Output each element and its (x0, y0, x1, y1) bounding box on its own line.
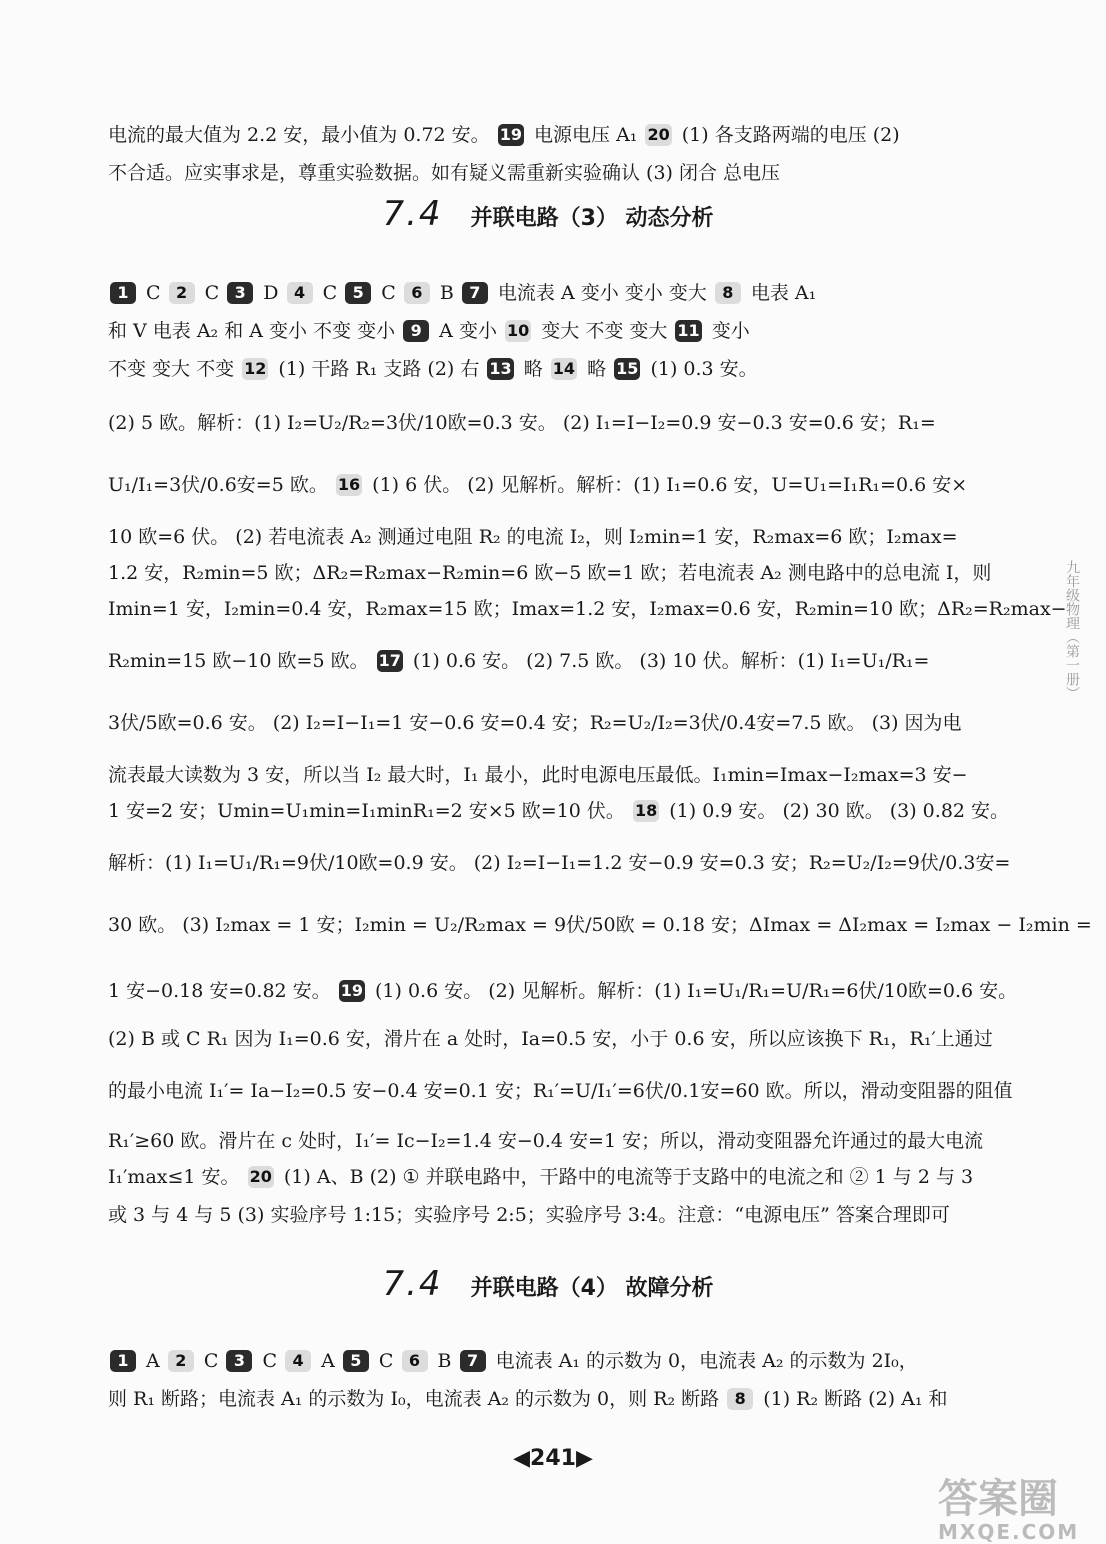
section-number: 7.4 (382, 194, 443, 234)
question-number-badge: 10 (506, 321, 530, 340)
text-line: 不合适。应实事求是，尊重实验数据。如有疑义需重新实验确认 (3) 闭合 总电压 (108, 162, 781, 184)
watermark-text: 答案圈 (938, 1476, 1058, 1522)
page-number: ◀241▶ (513, 1446, 593, 1471)
question-number-badge: 3 (227, 282, 253, 304)
text-line: R₁′≥60 欧。滑片在 c 处时，I₁′= Ic−I₂=1.4 安−0.4 安=1 安；所以，滑动变阻器允许通过的最大电流 (108, 1130, 984, 1152)
question-number-badge: 6 (404, 282, 430, 304)
text-line: U₁/I₁=3伏/0.6安=5 欧。 16 (1) 6 伏。 (2) 见解析。解析：(1) I₁=0.6 安，U=U₁=I₁R₁=0.6 安× (108, 474, 968, 496)
question-number-badge: 19 (499, 125, 522, 144)
side-running-title: 九年级物理（第一册） (1064, 560, 1080, 700)
text-line: 的最小电流 I₁′= Ia−I₂=0.5 安−0.4 安=0.1 安；R₁′=U/I₁′=6伏/0.1安=60 欧。所以，滑动变阻器的阻值 (108, 1080, 1013, 1102)
question-number-badge: 4 (285, 1350, 311, 1372)
text-line: 则 R₁ 断路；电流表 A₁ 的示数为 I₀，电流表 A₂ 的示数为 0，则 R₂ 断路 8 (1) R₂ 断路 (2) A₁ 和 (108, 1388, 948, 1410)
question-number-badge: 8 (715, 282, 741, 304)
text-line: 电流的最大值为 2.2 安，最小值为 0.72 安。 19 电源电压 A₁ 20 (1) 各支路两端的电压 (2) (108, 124, 900, 146)
question-number-badge: 7 (460, 1350, 486, 1372)
question-number-badge: 2 (168, 1350, 194, 1372)
section-heading (108, 1264, 988, 1304)
text-line: (2) 5 欧。解析：(1) I₂=U₂/R₂=3伏/10欧=0.3 安。 (2) I₁=I−I₂=0.9 安−0.3 安=0.6 安；R₁= (108, 412, 936, 434)
text-line: I₁′max≤1 安。 20 (1) A、B (2) ① 并联电路中，干路中的电流等于支路中的电流之和 ② 1 与 2 与 3 (108, 1166, 974, 1188)
question-number-badge: 13 (489, 359, 512, 378)
text-line: R₂min=15 欧−10 欧=5 欧。 17 (1) 0.6 安。 (2) 7.5 欧。 (3) 10 伏。解析：(1) I₁=U₁/R₁= (108, 650, 930, 672)
text-line: 1 安−0.18 安=0.82 安。 19 (1) 0.6 安。 (2) 见解析。解析：(1) I₁=U₁/R₁=U/R₁=6伏/10欧=0.6 安。 (108, 980, 1018, 1002)
question-number-badge: 19 (340, 981, 363, 1000)
question-number-badge: 18 (634, 801, 658, 820)
text-line: 1 安=2 安；Umin=U₁min=I₁minR₁=2 安×5 欧=10 伏。 18 (1) 0.9 安。 (2) 30 欧。 (3) 0.82 安。 (108, 800, 1010, 822)
section-title: 并联电路（3） 动态分析 (470, 206, 714, 231)
text-line: 10 欧=6 伏。 (2) 若电流表 A₂ 测通过电阻 R₂ 的电流 I₂，则 I₂min=1 安，R₂max=6 欧；I₂max= (108, 526, 958, 548)
question-number-badge: 14 (552, 359, 576, 378)
text-line: 30 欧。 (3) I₂max = 1 安；I₂min = U₂/R₂max = 9伏/50欧 = 0.18 安；ΔImax = ΔI₂max = I₂max − I₂min = (108, 914, 1092, 936)
question-number-badge: 17 (378, 651, 401, 670)
question-number-badge: 5 (343, 1350, 369, 1372)
text-line: 流表最大读数为 3 安，所以当 I₂ 最大时，I₁ 最小，此时电源电压最低。I₁min=Imax−I₂max=3 安− (108, 764, 968, 786)
text-line: 解析：(1) I₁=U₁/R₁=9伏/10欧=0.9 安。 (2) I₂=I−I₁=1.2 安−0.9 安=0.3 安；R₂=U₂/I₂=9伏/0.3安= (108, 852, 1011, 874)
question-number-badge: 9 (403, 320, 429, 342)
section-title: 并联电路（4） 故障分析 (470, 1276, 714, 1301)
text-line: Imin=1 安，I₂min=0.4 安，R₂max=15 欧；Imax=1.2 安，I₂max=0.6 安，R₂min=10 欧；ΔR₂=R₂max− (108, 598, 1067, 620)
text-line: 1.2 安，R₂min=5 欧；ΔR₂=R₂max−R₂min=6 欧−5 欧=1 欧；若电流表 A₂ 测电路中的总电流 I，则 (108, 562, 992, 584)
text-line: 和 V 电表 A₂ 和 A 变小 不变 变小 9 A 变小 10 变大 不变 变大 11 变小 (108, 320, 750, 342)
question-number-badge: 6 (402, 1350, 428, 1372)
text-line: 不变 变大 不变 12 (1) 干路 R₁ 支路 (2) 右 13 略 14 略 15 (1) 0.3 安。 (108, 358, 758, 380)
question-number-badge: 16 (337, 475, 361, 494)
question-number-badge: 12 (244, 359, 267, 378)
text-line: 或 3 与 4 与 5 (3) 实验序号 1:15；实验序号 2:5；实验序号 3:4。注意：“电源电压” 答案合理即可 (108, 1204, 950, 1226)
text-line: 3伏/5欧=0.6 安。 (2) I₂=I−I₁=1 安−0.6 安=0.4 安；R₂=U₂/I₂=3伏/0.4安=7.5 欧。 (3) 因为电 (108, 712, 962, 734)
section-heading (108, 194, 988, 234)
text-line: 1 C 2 C 3 D 4 C 5 C 6 B 7 电流表 A 变小 变小 变大 8 电表 A₁ (108, 276, 816, 310)
section-number: 7.4 (382, 1264, 443, 1304)
watermark-url: MXQE.COM (938, 1520, 1080, 1544)
question-number-badge: 2 (169, 282, 195, 304)
question-number-badge: 4 (287, 282, 313, 304)
question-number-badge: 20 (647, 125, 670, 144)
text-line: (2) B 或 C R₁ 因为 I₁=0.6 安，滑片在 a 处时，Ia=0.5 安，小于 0.6 安，所以应该换下 R₁，R₁′上通过 (108, 1028, 993, 1050)
question-number-badge: 5 (345, 282, 371, 304)
question-number-badge: 1 (110, 282, 136, 304)
question-number-badge: 1 (110, 1350, 136, 1372)
question-number-badge: 11 (677, 321, 700, 340)
question-number-badge: 15 (616, 359, 639, 378)
question-number-badge: 8 (727, 1388, 753, 1410)
watermark-logo (938, 1478, 1088, 1544)
question-number-badge: 20 (249, 1167, 272, 1186)
text-line: 1 A 2 C 3 C 4 A 5 C 6 B 7 电流表 A₁ 的示数为 0，电流表 A₂ 的示数为 2I₀， (108, 1344, 918, 1378)
question-number-badge: 7 (462, 282, 488, 304)
question-number-badge: 3 (226, 1350, 252, 1372)
